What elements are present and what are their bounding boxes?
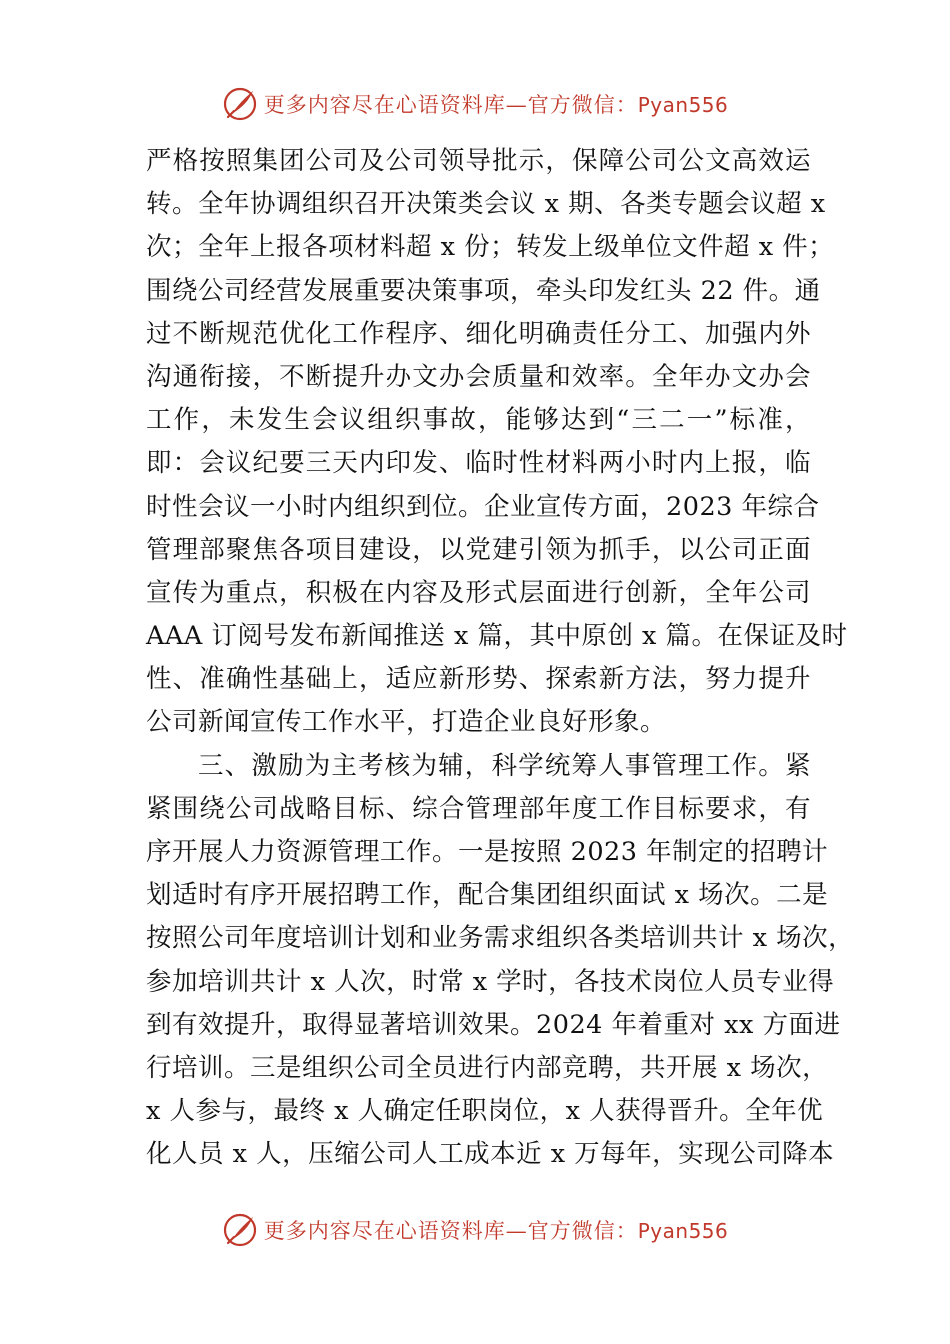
text-line: 划适时有序开展招聘工作，配合集团组织面试 x 场次。二是 xyxy=(146,880,829,911)
text-line: 性、准确性基础上，适应新形势、探索新方法，努力提升 xyxy=(146,664,811,695)
watermark-contact-id: Pyan556 xyxy=(637,93,729,117)
watermark-text xyxy=(264,89,729,119)
text-line: 公司新闻宣传工作水平，打造企业良好形象。 xyxy=(146,707,667,738)
text-line: 严格按照集团公司及公司领导批示，保障公司公文高效运 xyxy=(146,146,811,176)
text-line: 宣传为重点，积极在内容及形式层面进行创新，全年公司 xyxy=(146,577,811,608)
watermark-text xyxy=(264,1215,729,1245)
watermark-site: 更多内容尽在心语资料库— xyxy=(263,93,528,117)
watermark-contact-label: 官方微信： xyxy=(527,93,638,117)
text-line: 转。全年协调组织召开决策类会议 x 期、各类专题会议超 x xyxy=(146,189,826,220)
document-body xyxy=(146,140,855,1177)
text-line: 行培训。三是组织公司全员进行内部竞聘，共开展 x 场次， xyxy=(146,1052,829,1083)
text-line: 即：会议纪要三天内印发、临时性材料两小时内上报，临 xyxy=(146,448,811,479)
quill-logo-icon xyxy=(222,86,258,122)
text-line: 按照公司年度培训计划和业务需求组织各类培训共计 x 场次， xyxy=(146,923,855,954)
text-line: 时性会议一小时内组织到位。企业宣传方面，2023 年综合 xyxy=(146,491,820,522)
text-line: x 人参与，最终 x 人确定任职岗位，x 人获得晋升。全年优 xyxy=(146,1096,824,1127)
text-line: 围绕公司经营发展重要决策事项，牵头印发红头 22 件。通 xyxy=(146,275,821,306)
text-line: 紧围绕公司战略目标、综合管理部年度工作目标要求，有 xyxy=(146,793,811,824)
text-line: 次；全年上报各项材料超 x 份；转发上级单位文件超 x 件； xyxy=(146,232,835,263)
watermark-site: 更多内容尽在心语资料库— xyxy=(263,1219,528,1243)
text-line: 化人员 x 人，压缩公司人工成本近 x 万每年，实现公司降本 xyxy=(146,1139,835,1170)
section-heading-line: 三、激励为主考核为辅，科学统筹人事管理工作。紧 xyxy=(198,750,811,781)
watermark-contact-label: 官方微信： xyxy=(527,1219,638,1243)
text-line: 沟通衔接，不断提升办文办会质量和效率。全年办文办会 xyxy=(146,361,811,392)
text-line: AAA 订阅号发布新闻推送 x 篇，其中原创 x 篇。在保证及时 xyxy=(146,621,848,652)
text-line: 到有效提升，取得显著培训效果。2024 年着重对 xx 方面进 xyxy=(146,1009,841,1040)
quill-logo-icon xyxy=(222,1212,258,1248)
watermark-footer xyxy=(0,1208,950,1252)
text-line: 工作，未发生会议组织事故，能够达到“三二一”标准， xyxy=(146,405,811,436)
watermark-header xyxy=(0,82,950,126)
text-line: 过不断规范优化工作程序、细化明确责任分工、加强内外 xyxy=(146,318,811,349)
text-line: 参加培训共计 x 人次，时常 x 学时，各技术岗位人员专业得 xyxy=(146,966,835,997)
watermark-contact-id: Pyan556 xyxy=(637,1219,729,1243)
text-line: 管理部聚焦各项目建设，以党建引领为抓手，以公司正面 xyxy=(146,534,811,565)
text-line: 序开展人力资源管理工作。一是按照 2023 年制定的招聘计 xyxy=(146,837,829,867)
